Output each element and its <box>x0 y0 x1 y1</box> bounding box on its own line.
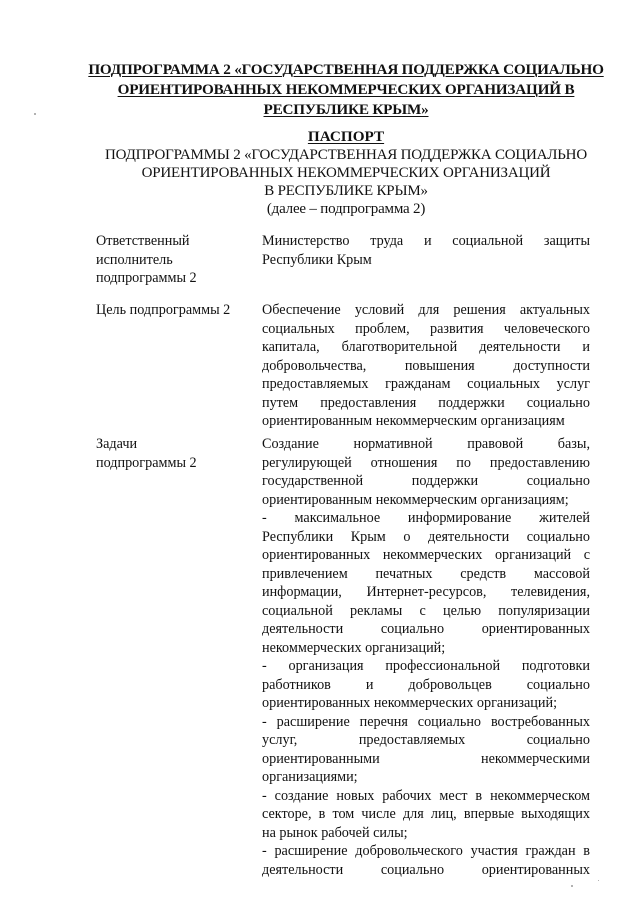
content-line: некоммерческих организаций; <box>262 639 446 656</box>
label-line: Цель подпрограммы 2 <box>96 302 231 318</box>
content-line: работников и добровольцев социально <box>262 676 590 693</box>
label-line: подпрограммы 2 <box>96 454 197 471</box>
scan-speck <box>571 885 573 887</box>
row-content-responsible <box>262 232 590 269</box>
content-line: путем предоставления поддержки социально <box>262 394 590 411</box>
heading-line: РЕСПУБЛИКЕ КРЫМ» <box>263 101 429 118</box>
content-line: информации, Интернет-ресурсов, телевидения, <box>262 584 590 600</box>
label-line: исполнитель <box>96 251 173 268</box>
heading-line: ОРИЕНТИРОВАННЫХ НЕКОММЕРЧЕСКИХ ОРГАНИЗАЦИЙ В <box>117 81 575 98</box>
passport-subtitle-line: В РЕСПУБЛИКЕ КРЫМ» <box>264 183 428 199</box>
content-line: добровольчества, повышения доступности <box>262 357 590 374</box>
content-line: деятельности социально ориентированных <box>262 621 590 637</box>
row-content-goal <box>262 301 590 431</box>
content-line: ориентированными некоммерческими <box>262 750 590 767</box>
passport-title: ПАСПОРТ <box>307 128 385 145</box>
label-line: Задачи <box>96 436 138 452</box>
content-line: организациями; <box>262 769 358 785</box>
content-line: Создание нормативной правовой базы, <box>262 436 590 452</box>
content-line: секторе, в том числе для лиц, впервые выходящих <box>262 806 590 822</box>
content-line: привлечением печатных средств массовой <box>262 565 590 582</box>
passport-subtitle-line: ПОДПРОГРАММЫ 2 «ГОСУДАРСТВЕННАЯ ПОДДЕРЖКА СОЦИАЛЬНО <box>105 147 587 163</box>
row-content-tasks <box>262 435 590 879</box>
content-line: Министерство труда и социальной защиты <box>262 233 590 249</box>
content-line: - расширение перечня социально востребованных <box>262 713 590 730</box>
content-line: ориентированным некоммерческим организациям; <box>262 491 569 508</box>
content-line: капитала, благотворительной деятельности и <box>262 339 590 355</box>
scan-speck <box>598 880 599 881</box>
content-line: регулирующей отношения по предоставлению <box>262 454 590 471</box>
label-line: Ответственный <box>96 233 190 249</box>
content-line: услуг, предоставляемых социально <box>262 732 590 748</box>
content-line: ориентированных некоммерческих организаций; <box>262 695 558 711</box>
content-line: деятельности социально ориентированных <box>262 861 590 878</box>
content-line: ориентированным некоммерческим организациям <box>262 413 565 429</box>
label-line: подпрограммы 2 <box>96 270 197 286</box>
content-line: Республики Крым о деятельности социально <box>262 528 590 545</box>
content-line: ориентированных некоммерческих организаций с <box>262 547 590 563</box>
row-label-goal <box>96 301 256 320</box>
passport-subtitle-line: (далее – подпрограмма 2) <box>266 201 426 217</box>
row-label-tasks <box>96 435 256 472</box>
content-line: на рынок рабочей силы; <box>262 824 408 841</box>
content-line: - организация профессиональной подготовки <box>262 658 590 674</box>
passport-subtitle <box>70 146 622 218</box>
subprogram-heading <box>70 60 622 120</box>
content-line: социальных проблем, развития человеческого <box>262 320 590 337</box>
content-line: - создание новых рабочих мест в некоммерческом <box>262 787 590 804</box>
passport-subtitle-line: ОРИЕНТИРОВАННЫХ НЕКОММЕРЧЕСКИХ ОРГАНИЗАЦИЙ <box>141 165 551 181</box>
content-line: - максимальное информирование жителей <box>262 510 590 526</box>
content-line: Обеспечение условий для решения актуальных <box>262 302 590 318</box>
content-line: предоставляемых гражданам социальных услуг <box>262 376 590 392</box>
row-label-responsible <box>96 232 256 288</box>
content-line: Республики Крым <box>262 251 372 268</box>
content-line: - расширение добровольческого участия граждан в <box>262 843 590 859</box>
content-line: государственной поддержки социально <box>262 473 590 489</box>
content-line: социальной рекламы с целью популяризации <box>262 602 590 619</box>
scan-speck <box>34 113 36 115</box>
heading-line: ПОДПРОГРАММА 2 «ГОСУДАРСТВЕННАЯ ПОДДЕРЖКА СОЦИАЛЬНО <box>88 61 604 78</box>
